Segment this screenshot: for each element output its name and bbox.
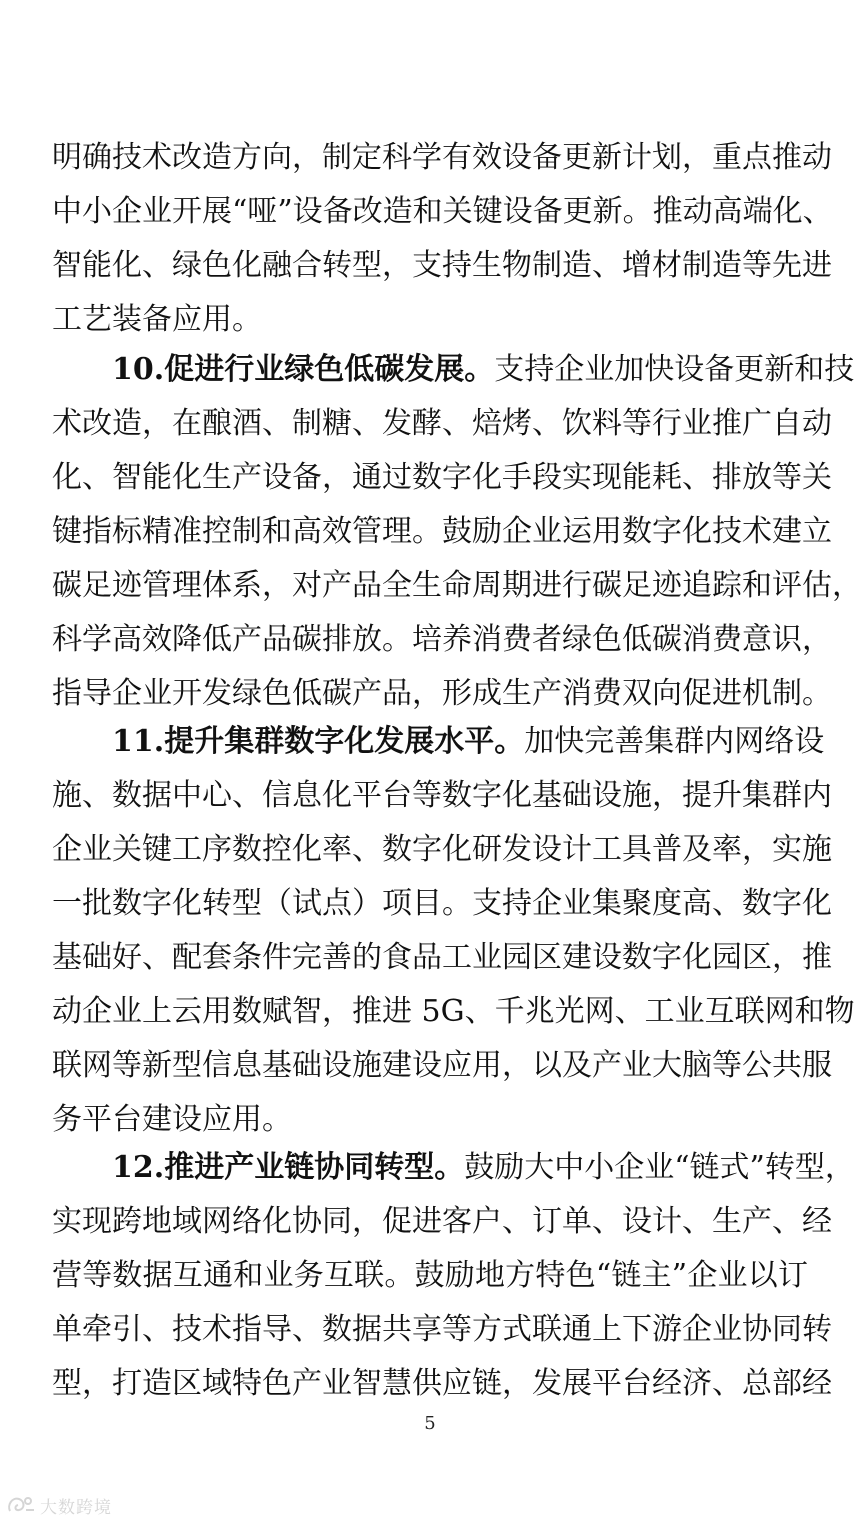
section-heading: 12.推进产业链协同转型。 — [112, 1150, 465, 1185]
text-line: 单牵引、技术指导、数据共享等方式联通上下游企业协同转 — [52, 1312, 832, 1347]
text-line: 型，打造区域特色产业智慧供应链，发展平台经济、总部经 — [52, 1366, 832, 1401]
paragraph-start-line — [112, 722, 825, 762]
text-line: 化、智能化生产设备，通过数字化手段实现能耗、排放等关 — [52, 460, 832, 495]
text-line: 基础好、配套条件完善的食品工业园区建设数字化园区，推 — [52, 940, 832, 975]
text-run: 鼓励大中小企业“链式”转型， — [464, 1150, 855, 1185]
section-heading: 11.提升集群数字化发展水平。 — [112, 724, 525, 759]
text-line: 务平台建设应用。 — [52, 1102, 292, 1137]
watermark — [6, 1492, 112, 1518]
text-line: 工艺装备应用。 — [52, 302, 262, 337]
text-line: 科学高效降低产品碳排放。培养消费者绿色低碳消费意识， — [52, 622, 832, 657]
watermark-logo-icon — [6, 1494, 36, 1516]
paragraph-start-line — [112, 1148, 855, 1188]
text-line: 智能化、绿色化融合转型，支持生物制造、增材制造等先进 — [52, 248, 832, 283]
text-line: 中小企业开展“哑”设备改造和关键设备更新。推动高端化、 — [52, 194, 833, 229]
text-line: 动企业上云用数赋智，推进 5G、千兆光网、工业互联网和物 — [52, 994, 855, 1029]
text-line: 指导企业开发绿色低碳产品，形成生产消费双向促进机制。 — [52, 676, 832, 711]
paragraph-start-line — [112, 350, 855, 390]
text-run: 支持企业加快设备更新和技 — [494, 352, 855, 387]
text-line: 联网等新型信息基础设施建设应用，以及产业大脑等公共服 — [52, 1048, 832, 1083]
text-line: 一批数字化转型（试点）项目。支持企业集聚度高、数字化 — [52, 886, 832, 921]
text-line: 碳足迹管理体系，对产品全生命周期进行碳足迹追踪和评估， — [52, 568, 862, 603]
text-line: 企业关键工序数控化率、数字化研发设计工具普及率，实施 — [52, 832, 832, 867]
section-heading: 10.促进行业绿色低碳发展。 — [112, 352, 495, 387]
page-number: 5 — [424, 1413, 436, 1434]
text-line: 明确技术改造方向，制定科学有效设备更新计划，重点推动 — [52, 140, 832, 175]
text-line: 实现跨地域网络化协同，促进客户、订单、设计、生产、经 — [52, 1204, 832, 1239]
text-line: 营等数据互通和业务互联。鼓励地方特色“链主”企业以订 — [52, 1258, 808, 1293]
watermark-text: 大数跨境 — [40, 1497, 112, 1518]
text-run: 加快完善集群内网络设 — [524, 724, 825, 759]
text-line: 术改造，在酿酒、制糖、发酵、焙烤、饮料等行业推广自动 — [52, 406, 832, 441]
text-line: 键指标精准控制和高效管理。鼓励企业运用数字化技术建立 — [52, 514, 832, 549]
text-line: 施、数据中心、信息化平台等数字化基础设施，提升集群内 — [52, 778, 832, 813]
